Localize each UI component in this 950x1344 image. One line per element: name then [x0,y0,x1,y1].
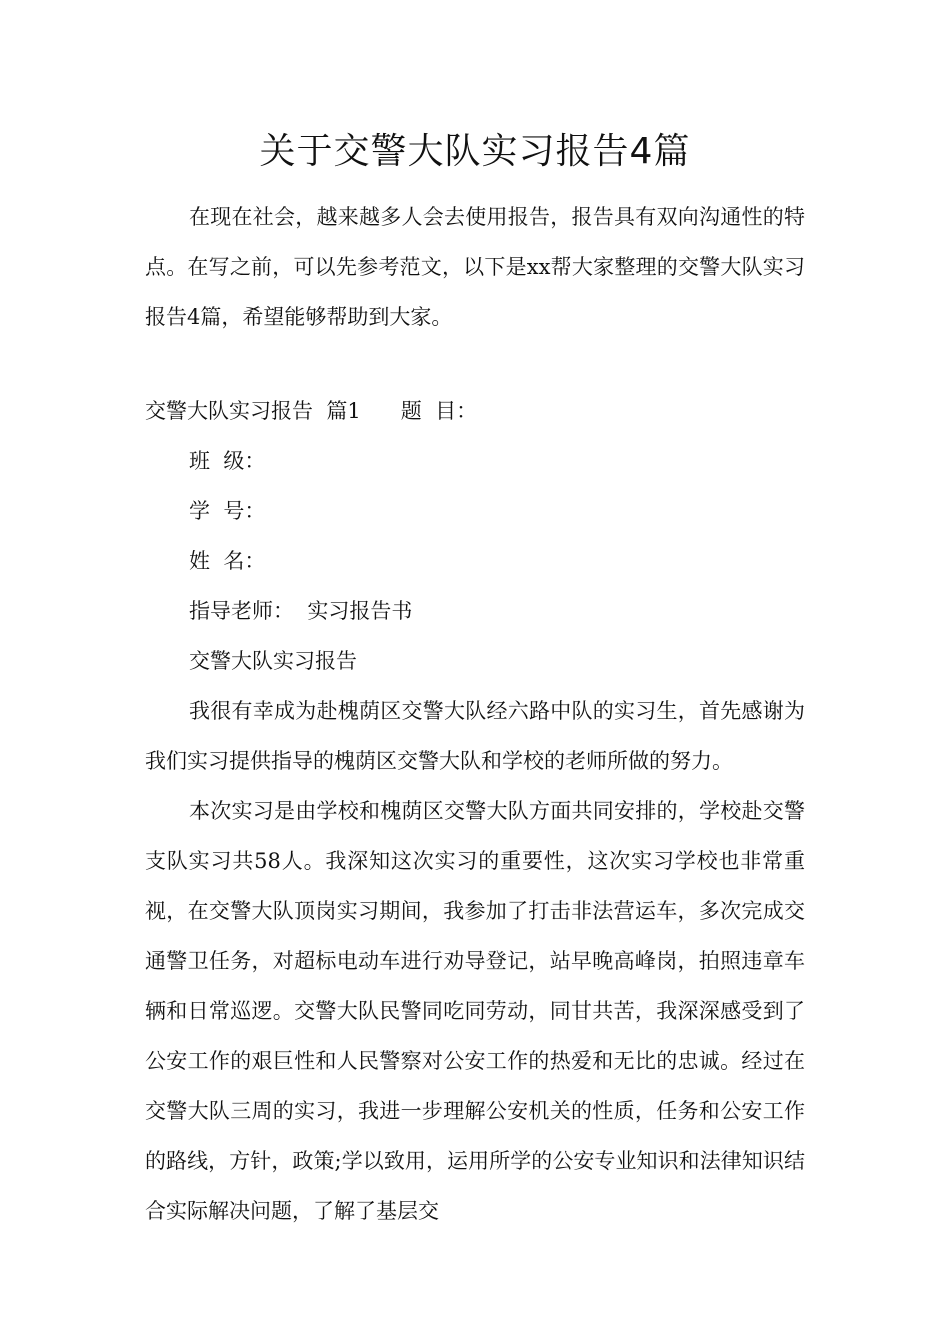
body-paragraph-2: 本次实习是由学校和槐荫区交警大队方面共同安排的，学校赴交警支队实习共58人。我深知这次实习的重要性，这次实习学校也非常重视，在交警大队顶岗实习期间，我参加了打击非法营运车，多次完成交通警卫任务，对超标电动车进行劝导登记，站早晚高峰岗，拍照违章车辆和日常巡逻。交警大队民警同吃同劳动，同甘共苦，我深深感受到了公安工作的艰巨性和人民警察对公安工作的热爱和无比的忠诚。经过在交警大队三周的实习，我进一步理解公安机关的性质，任务和公安工作的路线，方针，政策;学以致用，运用所学的公安专业知识和法律知识结合实际解决问题，了解了基层交 [145,799,805,1223]
sub-heading: 交警大队实习报告 [189,649,357,673]
section-heading: 交警大队实习报告 篇1 题 目： [145,399,478,423]
body-paragraph-1: 我很有幸成为赴槐荫区交警大队经六路中队的实习生，首先感谢为我们实习提供指导的槐荫区交警大队和学校的老师所做的努力。 [145,699,805,773]
field-teacher: 指导老师： 实习报告书 [189,599,413,623]
field-student-id: 学 号： [189,499,266,523]
field-name: 姓 名： [189,549,266,573]
document-page [145,120,805,1236]
intro-paragraph: 在现在社会，越来越多人会去使用报告，报告具有双向沟通性的特点。在写之前，可以先参考范文，以下是xx帮大家整理的交警大队实习报告4篇，希望能够帮助到大家。 [145,205,805,329]
document-title: 关于交警大队实习报告4篇 [259,131,691,172]
field-class: 班 级： [189,449,266,473]
spacer [145,342,805,386]
